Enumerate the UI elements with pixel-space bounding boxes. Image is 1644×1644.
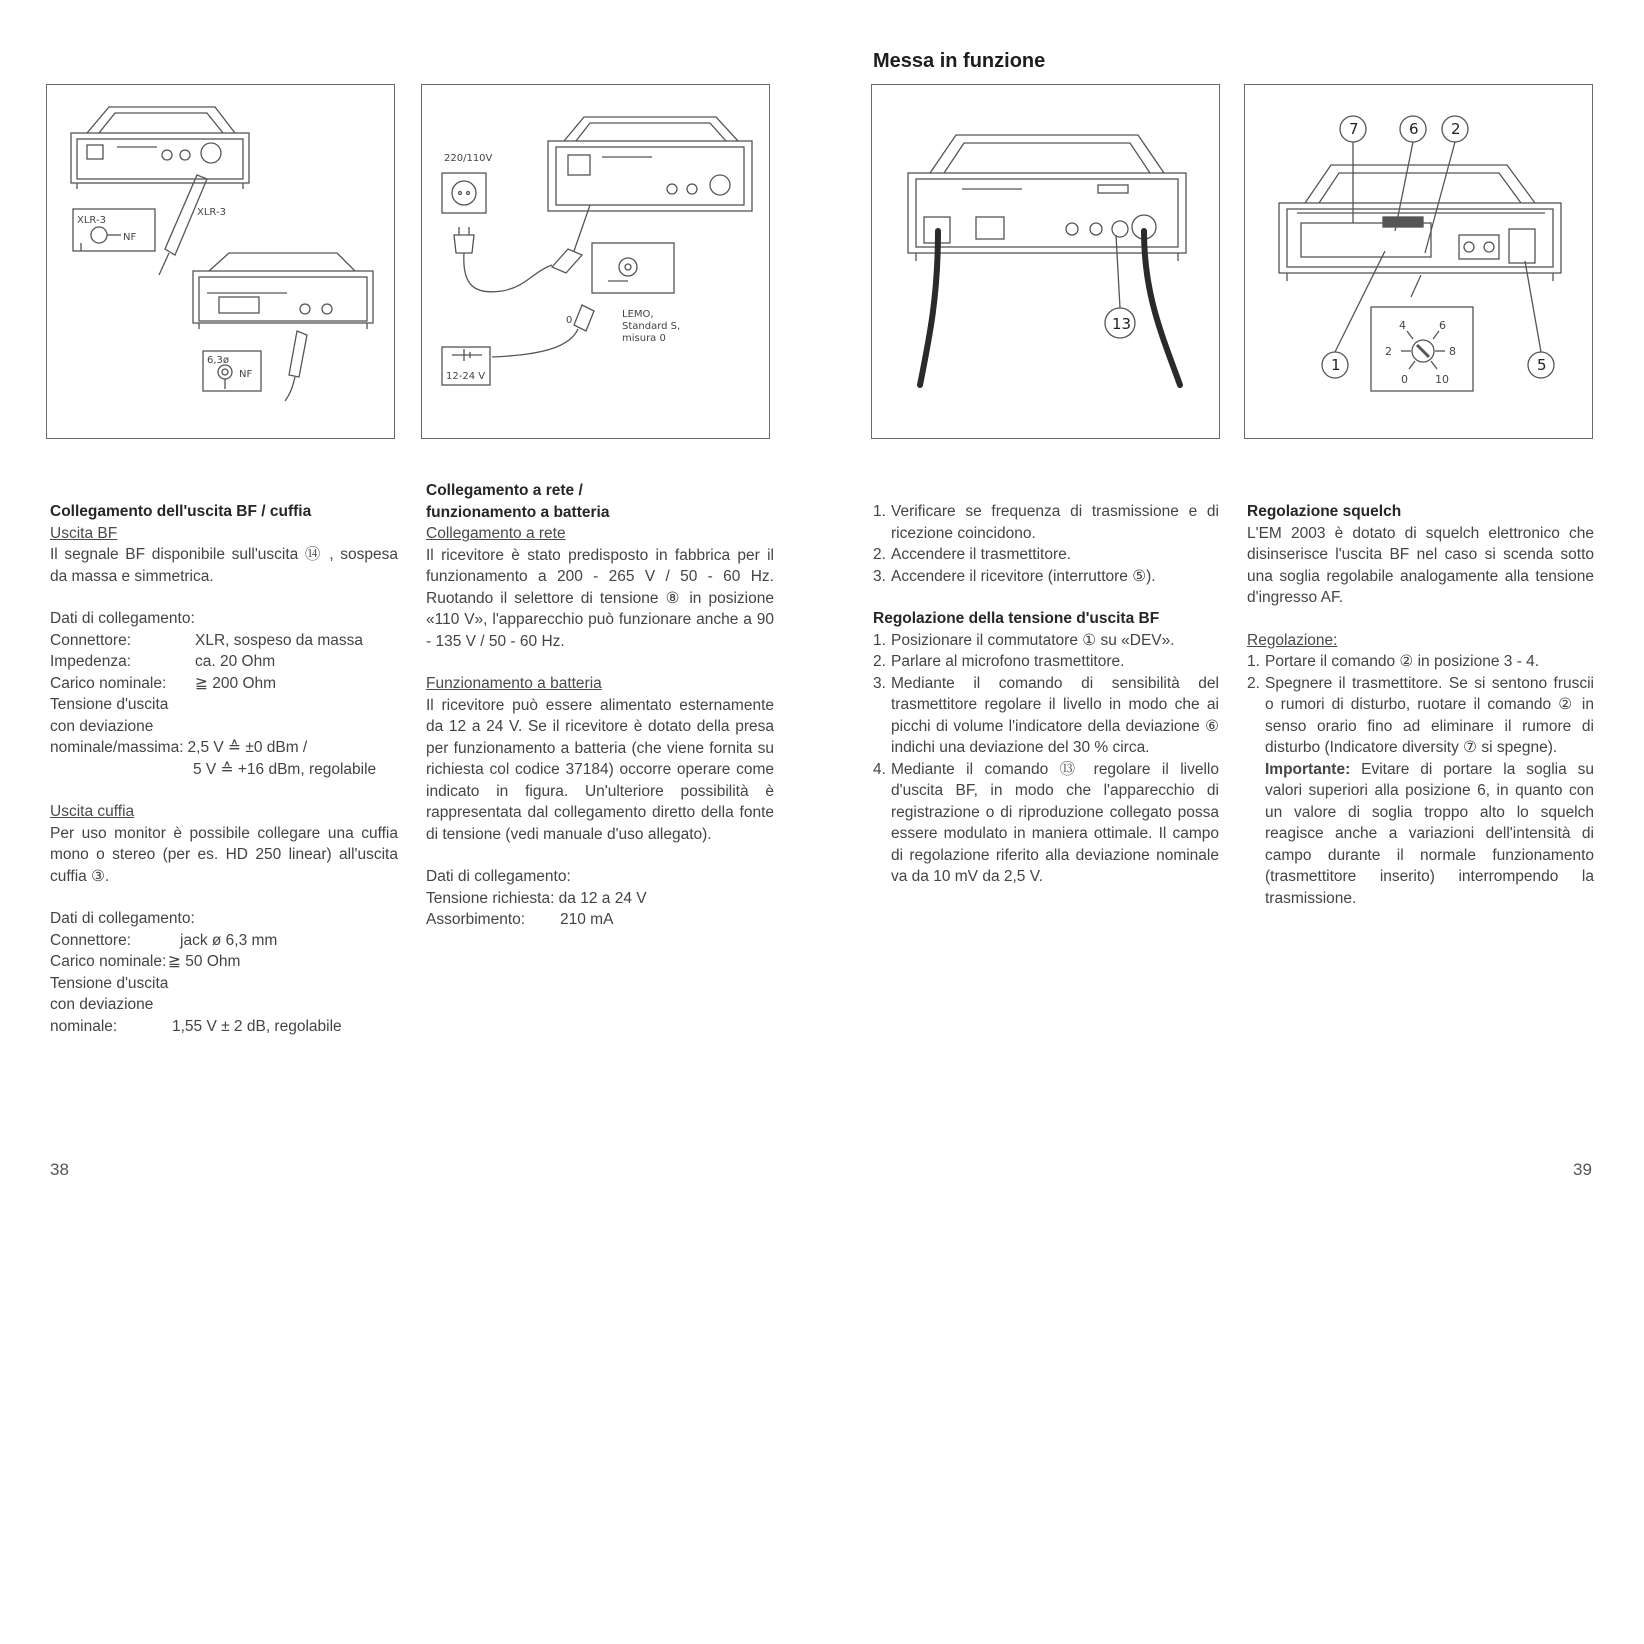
callout-13: 13 — [1112, 315, 1132, 333]
callout-7: 7 — [1349, 120, 1359, 138]
subheading-regolazione: Regolazione: — [1247, 631, 1338, 649]
dial-mark-6: 6 — [1439, 319, 1446, 332]
column-power — [426, 480, 774, 931]
spec-key: Assorbimento: — [426, 911, 526, 928]
xlr3-label: XLR-3 — [77, 215, 106, 226]
xlr3-plug-label: XLR-3 — [197, 207, 226, 218]
section-heading-line2: funzionamento a batteria — [426, 503, 610, 521]
spec-text: Tensione d'uscita — [50, 696, 169, 713]
spec-row — [50, 651, 398, 673]
spec-value: 1,55 V ± 2 dB, regolabile — [172, 1017, 342, 1035]
spec-row — [50, 951, 398, 973]
section-heading: Regolazione della tensione d'uscita BF — [873, 610, 1160, 627]
subheading-headphone: Uscita cuffia — [50, 803, 135, 820]
list-item: 2. Parlare al microfono trasmettitore. — [873, 653, 1125, 670]
list-item: 2. Accendere il trasmettitore. — [873, 546, 1072, 563]
figure-power-connection — [421, 84, 770, 439]
important-text: Evitare di portare la soglia su valori superiori alla posizione 6, in quanto con un valore di soglia troppo alto lo squelch reagisce anche a variazioni dell'intensità di campo durante il normale funzionamento (trasmettitore inserito) interrompendo la trasmissione. — [1265, 760, 1594, 907]
spec-key: nominale: — [50, 1017, 118, 1035]
paragraph: L'EM 2003 è dotato di squelch elettronico che disinserisce l'uscita BF nel caso si scenda sotto una soglia regolabile analogamente alla tensione d'ingresso AF. — [1247, 524, 1594, 606]
spec-value: ca. 20 Ohm — [195, 653, 276, 670]
spec-text: Tensione richiesta: da 12 a 24 V — [426, 889, 647, 907]
figure-receiver-front — [1244, 84, 1593, 439]
column-squelch — [1247, 501, 1594, 909]
column-bf-output — [50, 501, 398, 1037]
list-item: 1. Posizionare il commutatore ① su «DEV». — [873, 631, 1175, 649]
list-item: 3. Accendere il ricevitore (interruttore ⑤). — [873, 567, 1156, 585]
voltage-label: 220/110V — [444, 153, 493, 164]
column-operation — [873, 501, 1219, 888]
spec-row — [50, 673, 398, 695]
nf-label-2: NF — [239, 369, 253, 380]
spec-text: Tensione d'uscita — [50, 974, 169, 992]
data-label: Dati di collegamento: — [426, 868, 571, 885]
page-title: Messa in funzione — [873, 50, 1046, 72]
step-list — [1247, 651, 1594, 759]
list-item: 2. Spegnere il trasmettitore. Se si sentono fruscii o rumori di disturbo, ruotare il comando ② in senso orario fino ad eliminare il rumore di disturbo (Indicatore diversity ⑦ si spegne). — [1247, 674, 1594, 756]
dial-mark-10: 10 — [1435, 373, 1449, 386]
list-item: 1. Verificare se frequenza di trasmissione e di ricezione coincidono. — [873, 503, 1219, 542]
spec-key: Impedenza: — [50, 653, 131, 670]
dial-mark-0: 0 — [1401, 373, 1408, 386]
spec-key: Connettore: — [50, 631, 131, 649]
spec-row — [426, 909, 774, 931]
spec-value: 210 mA — [560, 911, 614, 928]
spec-value: XLR, sospeso da massa — [195, 631, 364, 649]
receiver-bf-illustration — [47, 85, 395, 439]
subheading-battery: Funzionamento a batteria — [426, 675, 602, 692]
lemo-label: LEMO, — [622, 309, 654, 320]
receiver-front-illustration — [1245, 85, 1593, 439]
callout-5: 5 — [1537, 356, 1547, 374]
spec-row — [50, 930, 398, 952]
dial-mark-2: 2 — [1385, 345, 1392, 358]
subheading-bf-output: Uscita BF — [50, 524, 118, 542]
lemo-standard-label: Standard S, — [622, 321, 681, 332]
page-number-right: 39 — [1573, 1160, 1592, 1179]
paragraph: Il ricevitore può essere alimentato esternamente da 12 a 24 V. Se il ricevitore è dotato della presa per funzionamento a batteria (che viene fornita su richiesta col codice 37184) occorre operare come indicato in figura. Un'ulteriore possibilità è rappresentata dal collegamento diretto della fonte di tensione (vedi manuale d'uso allegato). — [426, 696, 774, 843]
spec-value: 2,5 V ≙ ±0 dBm / — [187, 739, 308, 756]
important-note — [1247, 759, 1594, 910]
spec-text: con deviazione — [50, 717, 154, 735]
nf-label: NF — [123, 232, 137, 243]
section-heading: Regolazione squelch — [1247, 503, 1402, 520]
list-item: 4. Mediante il comando ⑬ regolare il livello d'uscita BF, in modo che l'apparecchio di registrazione o di riproduzione collegato possa essere modulato in maniera ottimale. Il campo di regolazione riferito alla deviazione nominale va da 10 mV da 2,5 V. — [873, 760, 1219, 885]
spec-key: Carico nominale: — [50, 953, 167, 970]
spec-value: ≧ 200 Ohm — [195, 674, 277, 692]
dial-mark-4: 4 — [1399, 319, 1406, 332]
section-heading: Collegamento dell'uscita BF / cuffia — [50, 503, 312, 520]
spec-text: con deviazione — [50, 996, 154, 1013]
section-heading-line1: Collegamento a rete / — [426, 482, 583, 499]
paragraph: Per uso monitor è possibile collegare una cuffia mono o stereo (per es. HD 250 linear) all'uscita cuffia ③. — [50, 824, 398, 885]
spec-row — [50, 630, 398, 652]
data-label: Dati di collegamento: — [50, 610, 195, 627]
callout-6: 6 — [1409, 120, 1419, 138]
dial-mark-8: 8 — [1449, 345, 1456, 358]
subheading-mains: Collegamento a rete — [426, 525, 566, 542]
spec-row — [50, 1016, 398, 1038]
spec-value: ≧ 50 Ohm — [168, 953, 241, 970]
list-item: 1. Portare il comando ② in posizione 3 - 4. — [1247, 653, 1540, 670]
lemo-size-label: misura 0 — [622, 333, 666, 344]
zero-label: 0 — [566, 315, 573, 326]
battery-label: 12-24 V — [446, 371, 486, 382]
spec-value: 5 V ≙ +16 dBm, regolabile — [193, 760, 377, 778]
callout-1: 1 — [1331, 356, 1341, 374]
list-item: 3. Mediante il comando di sensibilità del trasmettitore regolare il livello in modo che ai picchi di volume l'indicatore della deviazione ⑥ indichi una deviazione del 30 % circa. — [873, 674, 1219, 756]
figure-receiver-rear — [871, 84, 1220, 439]
spec-key: Connettore: — [50, 931, 131, 949]
spec-key: nominale/massima: — [50, 739, 184, 756]
spec-key: Carico nominale: — [50, 674, 167, 692]
step-list — [873, 630, 1219, 888]
power-illustration — [422, 85, 770, 439]
paragraph: Il ricevitore è stato predisposto in fabbrica per il funzionamento a 200 - 265 V / 50 - 60 Hz. Ruotando il selettore di tensione ⑧ in posizione «110 V», l'apparecchio può funzionare anche a 90 - 135 V / 50 - 60 Hz. — [426, 546, 774, 650]
page-number-left: 38 — [50, 1160, 69, 1179]
step-list — [873, 501, 1219, 587]
spec-value: jack ø 6,3 mm — [180, 931, 278, 949]
data-label: Dati di collegamento: — [50, 910, 195, 927]
figure-bf-output — [46, 84, 395, 439]
important-label: Importante: — [1265, 760, 1351, 778]
spec-row — [50, 737, 398, 759]
receiver-rear-illustration — [872, 85, 1220, 439]
jack-size-label: 6,3ø — [207, 355, 230, 366]
callout-2: 2 — [1451, 120, 1461, 138]
paragraph: Il segnale BF disponibile sull'uscita ⑭ , sospesa da massa e simmetrica. — [50, 546, 398, 585]
